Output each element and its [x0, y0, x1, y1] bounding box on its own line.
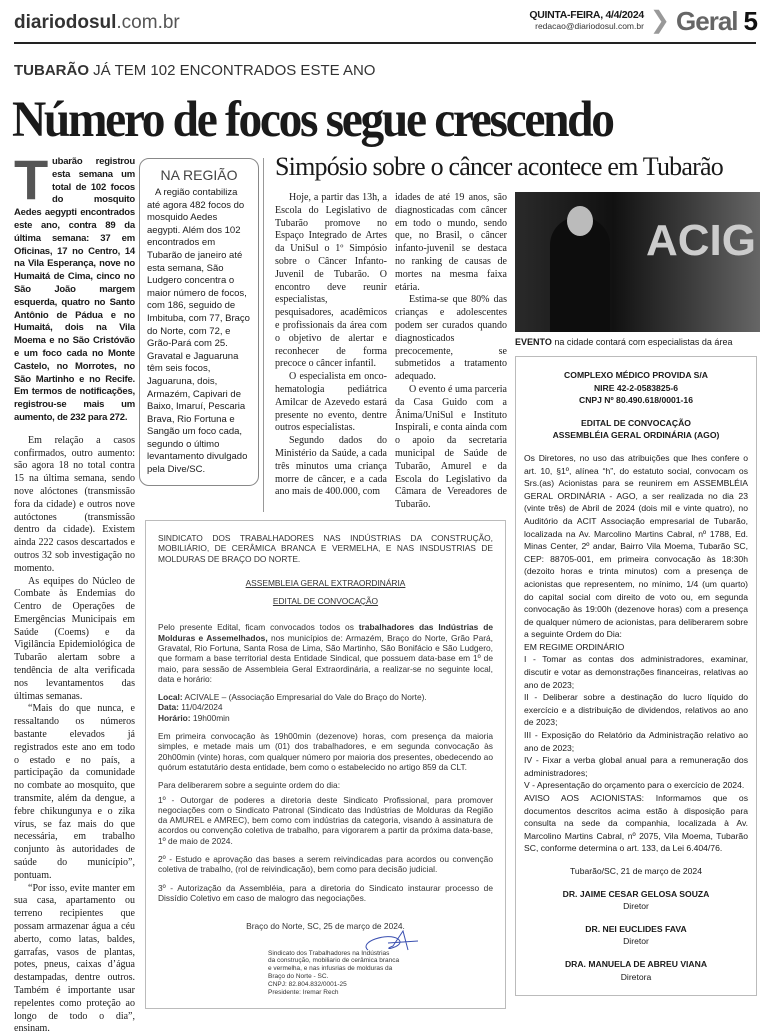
- main-article: [14, 148, 135, 1036]
- site-name: diariodosul.com.br: [14, 12, 180, 33]
- issue-date: QUINTA-FEIRA, 4/4/2024 redacao@diariodosul.com.br: [529, 9, 644, 31]
- chevron-icon: ❯: [649, 7, 671, 34]
- sidebar-title: NA REGIÃO: [160, 167, 238, 183]
- photo-caption: EVENTO na cidade contará com especialistas da área: [515, 337, 733, 347]
- article2-title: Simpósio sobre o câncer acontece em Tubarão: [275, 152, 723, 181]
- article2-col1: Hoje, a partir das 13h, a Escola do Legislativo de Tubarão promove no Espaço Integrado de Artes da UniSul o 1º Simpósio sobre o Câncer Infanto-Juvenil de Tubarão. O encontro deve reunir especialistas, pesquisadores, acadêmicos e profissionais da área com o objetivo de alertar e reconhecer de forma precoce o câncer infantil. O especialista em onco-hematologia pediátrica Amilcar de Azevedo estará presente no evento, dentre outros especialistas. Segundo dados do Ministério da Saúde, a cada três minutos uma criança morre de câncer, e a cada ano mais de 400.000, com: [275, 192, 387, 498]
- right-column: [515, 192, 760, 996]
- sidebar-box: NA REGIÃO A região contabiliza até agora 482 focos do mosquido Aedes aegypti. Além dos 102 encontrados em Tubarão de janeiro até esta semana, São Ludgero concentra o maior número de focos, com 186, seguido de Imbituba, com 77, Braço do Norte, com 72, e Grão-Pará com 25. Gravatal e Jaguaruna têm seis focos, Jaguaruna, dois, Armazém, Capivari de Baixo, Imaruí, Pescaria Brava, Rio Fortuna e Sangão um foco cada, segundo o último levantamento divulgado pela Dive/SC.: [139, 158, 259, 486]
- header-rule: [14, 42, 756, 44]
- middle-area: [139, 158, 507, 1009]
- drop-cap: T: [14, 148, 49, 211]
- kicker: TUBARÃO JÁ TEM 102 ENCONTRADOS ESTE ANO: [14, 62, 376, 79]
- legal-notice-provida: COMPLEXO MÉDICO PROVIDA S/A NIRE 42-2-0583825-6 CNPJ Nº 80.490.618/0001-16 EDITAL DE CONVOCAÇÃO ASSEMBLÉIA GERAL ORDINÁRIA (AGO) Os Diretores, no uso das atribuições que lhes confere o art. 10, §1º, alínea “h”, do estatuto social, convocam os Srs.(as) Acionistas para se reunirem em ASSEMBLÉIA GERAL ORDINÁRIA - AGO, a ser realizada no dia 23 (vinte três) de Abril de 2024 (dois mil e vinte quatro), no Auditório da ACIT Associação empresarial de Tubarão, localizada na Av. Marcolino Martins Cabral, nº 1788, Ed. Minas Center, 2º andar, Bairro Vila Moema, Tubarão SC, CEP: 88705-001, em primeira convocação às 18:30h (dezoito horas e trinta minutos) com a presença de acionistas que representem, no mínimo, 1/4 (um quarto) do capital social com direito de voto ou, em segunda convocação às 19:00h (dezenove horas) com a presença de qualquer número de acionistas, para deliberarem sobre a seguinte Ordem do Dia: EM REGIME ORDINÁRIO I - Tomar as contas dos administradores, examinar, discutir e votar as demonstrações financeiras, relativas ao ano de 2023; II - Deliberar sobre a destinação do lucro líquido do exercício e a distribuição de dividendos, relativos ao ano de 2023; III - Exposição do Relatório da Administração relativo ao ano de 2023; IV - Fixar a verba global anual para a remuneração dos administradores; V - Apresentação do orçamento para o exercício de 2024. AVISO AOS ACIONISTAS: Informamos que os documentos descritos acima estão à disposição para consulta na sede da companhia, localizada à Av. Marcolino Martins Cabral, nº 2075, Vila Moema, Tubarão SC, conforme determina o art. 133, da Lei 6.404/76. Tubarão/SC, 21 de março de 2024 DR. JAIME CESAR GELOSA SOUZA Diretor DR. NEI EUCLIDES FAVA Diretor DRA. MANUELA DE ABREU VIANA Diretora: [515, 356, 757, 996]
- editor-email: redacao@diariodosul.com.br: [535, 21, 644, 31]
- signature-stamp: Sindicato dos Trabalhadores na Indústrias da construção, mobiliario de cerâmica branca e vermelha, e nas infusrias de molduras da Braço do Norte - SC. CNPJ: 82.804.832/0001-25 Presidente: Iremar Rech: [268, 950, 493, 997]
- section-label: Geral 5: [676, 6, 757, 36]
- lead-paragraph: Tubarão registrou esta semana um total de 102 focos do mosquito Aedes aegypti encontrados este ano, contra 89 da última semana: 37 em Oficinas, 17 no Centro, 14 na Vila Esperança, nove no Humaitá de Cima, cinco no São João margem esquerda, quatro no Santo Antônio de Pádua e no Humaitá, dois na Vila Moema e no São Cristóvão e um foco cada no Monte Castelo, no Morrotes, no São Martinho e no Recife. Em termos de notificações, registrou-se mais um aumento, de 232 para 272.: [14, 148, 135, 423]
- main-body: Em relação a casos confirmados, outro aumento: são agora 18 no total contra 15 na última semana, sendo nove alóctones (transmissão fora da cidade) e outros nove autóctones (transmissão dentro da cidade). Existem ainda 222 casos descartados e outros 32 sob investigação no momento. As equipes do Núcleo de Combate às Endemias do Centro de Operações de Emergências Municipais em Saúde (Coems) e da Vigilância Epidemiológica de Tubarão alertam sobre a tendência de alta verificada nos levantamentos das últimas semanas. “Mais do que nunca, e ressaltando os números bastante elevados já registrados este ano em todo o estado e no país, a participação da comunidade no combate ao mosquito, que transmite, além da dengue, a febre chikungunya e o zika vírus, se faz mais do que necessária, em trabalho conjunto às autoridades de saúde do município”, pontuam. “Por isso, evite manter em sua casa, apartamento ou terreno recipientes que possam armazenar água a céu aberto, como latas, baldes, garrafas, vasos de plantas, potes, pneus, caixas d’água destampadas, dentre outros. Também é importante usar repelentes como proteção ao longo de todo o dia”, ensinam.: [14, 434, 135, 1035]
- event-photo: ACIG: [515, 192, 760, 332]
- column-divider: [263, 158, 264, 512]
- legal-notice-sindicato: SINDICATO DOS TRABALHADORES NAS INDÚSTRIAS DA CONSTRUÇÃO, MOBILIÁRIO, DE CERÂMICA BRANCA E VERMELHA, E NAS INSDUSTRIAS DE MOLDURAS DE BRAÇO DO NORTE. ASSEMBLEIA GERAL EXTRAORDINÁRIA EDITAL DE CONVOCAÇÃO Pelo presente Edital, ficam convocados todos os trabalhadores das Indústrias de Molduras e Assemelhados, nos municípios de: Armazém, Braço do Norte, Grão Pará, Gravatal, Rio Fortuna, Santa Rosa de Lima, São Martinho, São Bonifácio e São Ludgero, que formam a base territorial desta Entidade Sindical, que possuem data-base em 1º de maio, para sessão de Assembleia Geral Extraordinária, a realizar-se no seguinte local, data e horário: Local: ACIVALE – (Associação Empresarial do Vale do Braço do Norte). Data: 11/04/2024 Horário: 19h00min Em primeira convocação às 19h00min (dezenove) horas, com presença da maioria simples, e metade mais um (01) dos trabalhadores, e em segunda convocação às 20h00min (vinte) horas, com qualquer número por maioria dos presentes, obedecendo ao quórum estatutário desta entidade, bem como o estabelecido no artigo 859 da CLT. Para deliberarem sobre a seguinte ordem do dia: 1º - Outorgar de poderes a diretoria deste Sindicato Profissional, para promover negociações com o Sindicato Patronal (Sindicato das Indústrias de Molduras da Região da AMUREL e AMREC), bem como com indústrias da categoria, visando à assinatura de acordos ou convenção coletiva de trabalho, para vigorarem a partir da próxima data-base, 1º de maio de 2024. 2º - Estudo e aprovação das bases a serem reivindicadas para acordos ou convenção coletiva de trabalho, (rol de reivindicação), bem como para decisão judicial. 3º - Autorização da Assembléia, para a diretoria do Sindicato instaurar processo de Dissídio Coletivo em caso de malogro das negociações. Braço do Norte, SC, 25 de março de 2024. Sindicato dos Trabalhadores na Indústrias da construção, mobiliario de cerâmica branca e vermelha, e nas infusrias de molduras da Braço do Norte - SC. CNPJ: 82.804.832/0001-25 Presidente: Iremar Rech: [145, 520, 506, 1009]
- article2-col2: idades de até 19 anos, são diagnosticadas com câncer em todo o mundo, sendo que, no Brasil, o câncer infanto-juvenil se destaca no ranking de causas de mortes na mesma faixa etária. Estima-se que 80% das crianças e adolescentes podem ser curados quando diagnosticados precocemente, se submetidos a tratamento adequado. O evento é uma parceria da Casa Guido com a Ânima/UniSul e Instituto Inspirali, e conta ainda com o apoio da secretaria municipal de Saúde de Tubarão, Amurel e da Escola do Legislativo da Câmara de Vereadores de Tubarão.: [395, 192, 507, 511]
- headline: Número de focos segue crescendo: [12, 92, 613, 148]
- page-number: 5: [743, 6, 757, 36]
- header-right: [529, 6, 757, 36]
- article2-body: [275, 192, 507, 512]
- signature-icon: [358, 930, 428, 952]
